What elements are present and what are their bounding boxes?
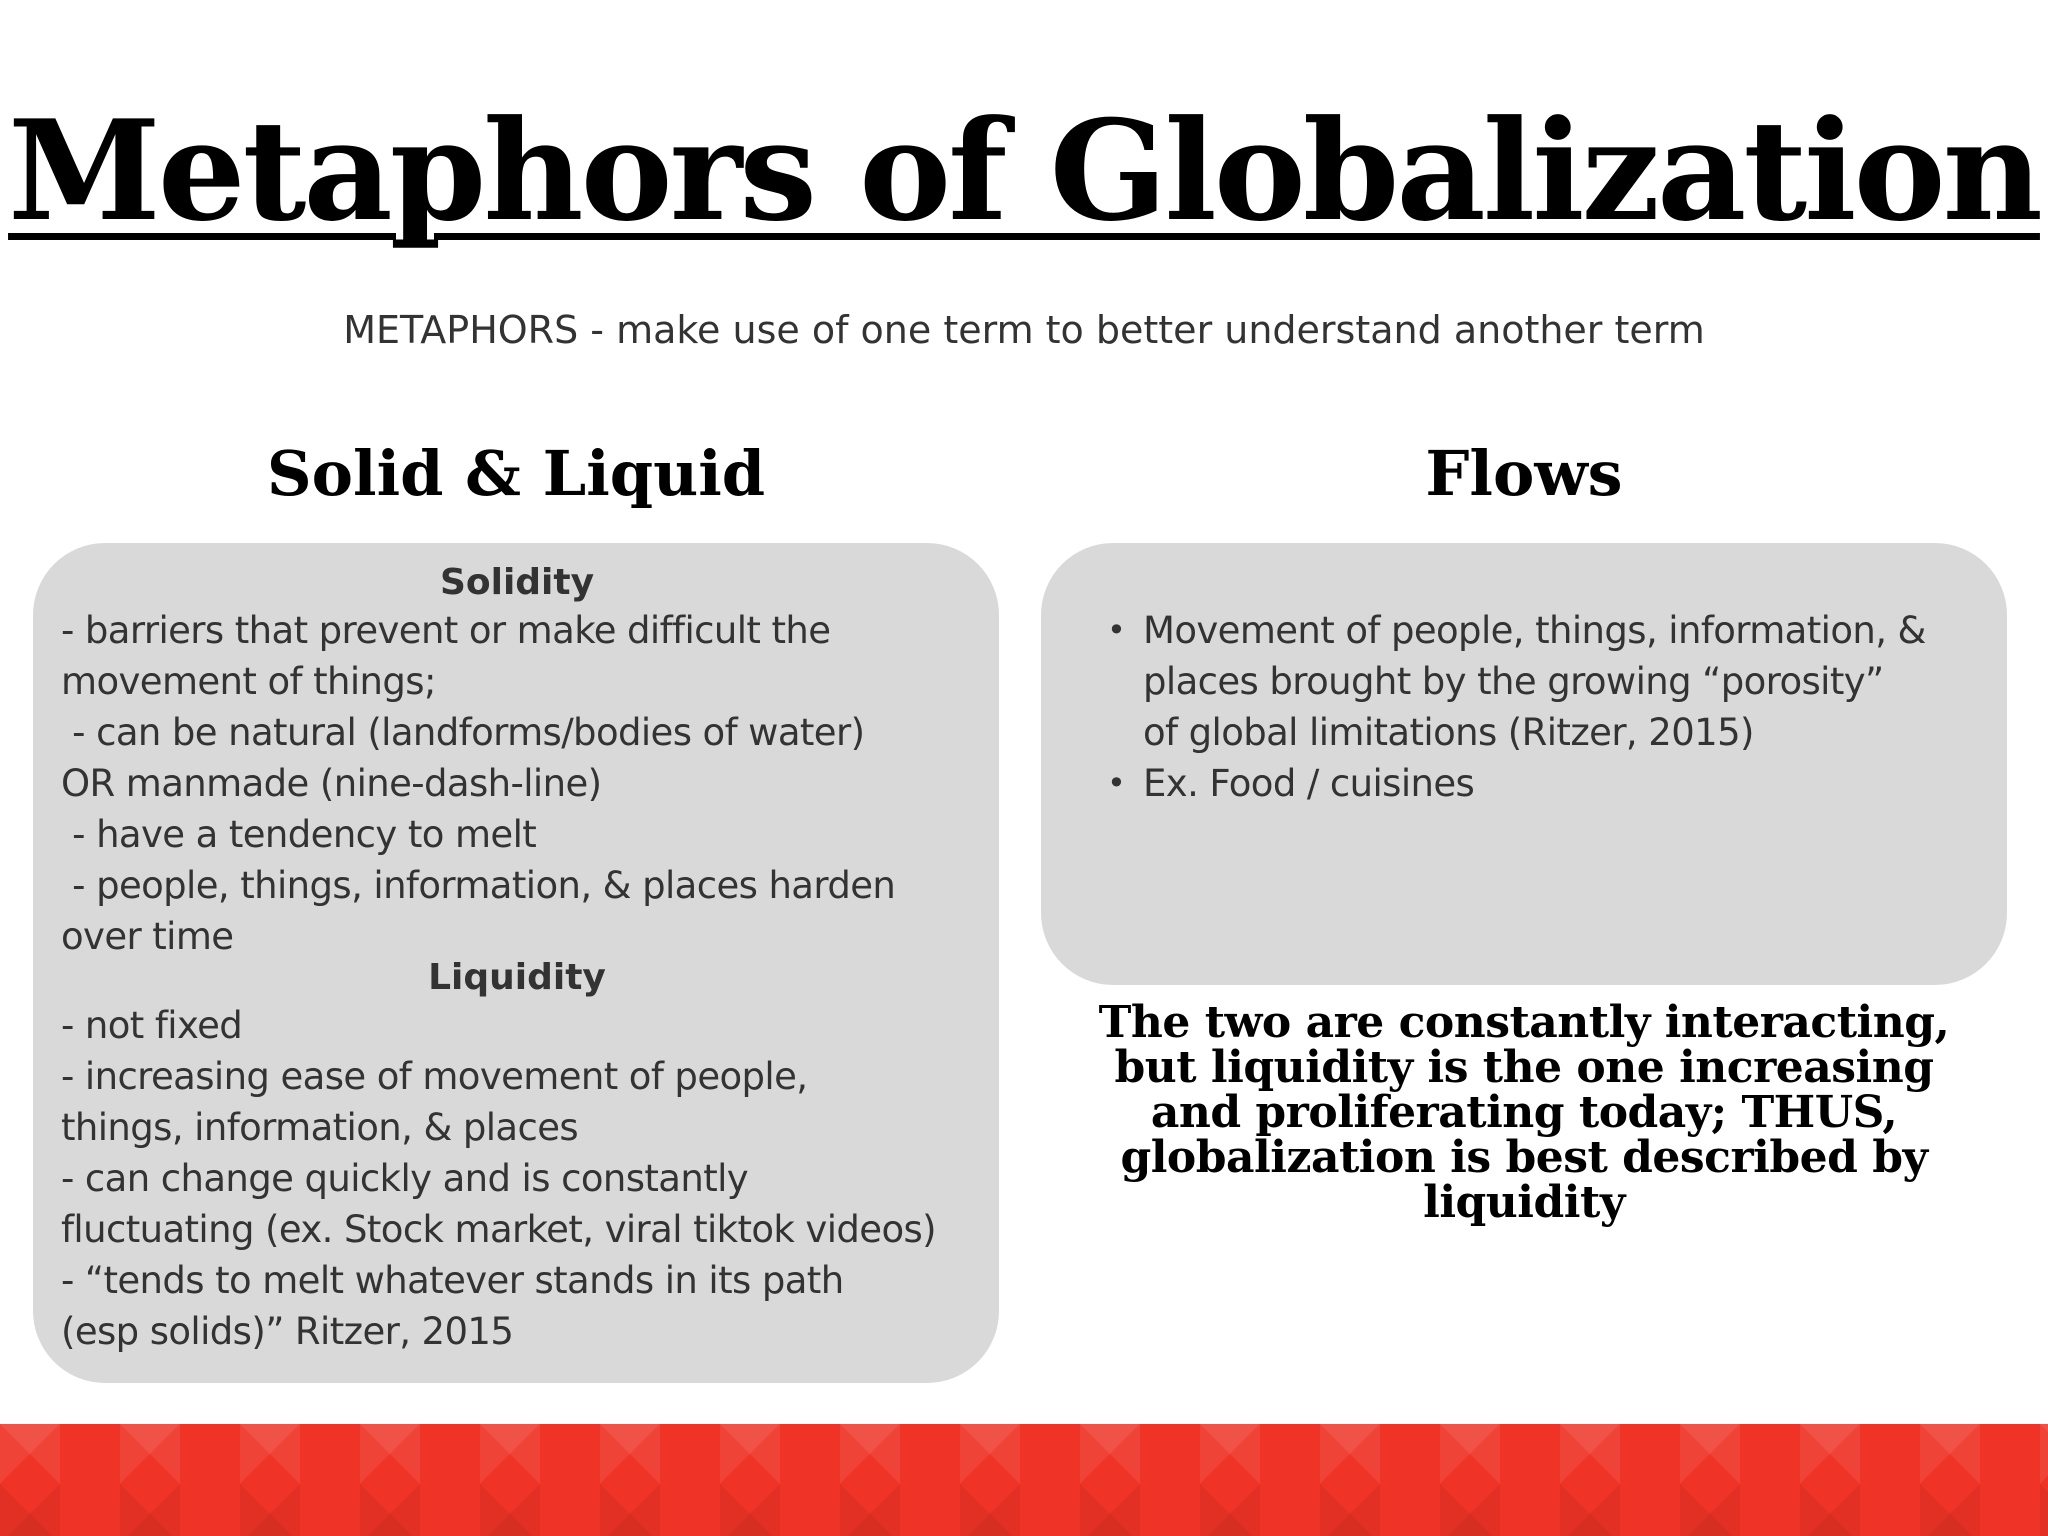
conclusion-text — [1041, 997, 2007, 1228]
footer-decorative-band — [0, 1424, 2048, 1536]
flows-bullet-line: • Movement of people, things, information, & — [1143, 609, 1926, 652]
conclusion-line: but liquidity is the one increasing — [1114, 1042, 1934, 1093]
liquidity-line: fluctuating (ex. Stock market, viral tiktok videos) — [61, 1208, 936, 1251]
conclusion-line: and proliferating today; THUS, — [1150, 1087, 1898, 1138]
liquidity-line: - increasing ease of movement of people, — [61, 1055, 808, 1098]
flows-bullet-line: of global limitations (Ritzer, 2015) — [1143, 711, 1754, 754]
solidity-line: movement of things; — [61, 660, 436, 703]
flows-bullet-list — [1107, 605, 1977, 809]
liquidity-line: (esp solids)” Ritzer, 2015 — [61, 1310, 514, 1353]
solidity-line: - have a tendency to melt — [61, 813, 537, 856]
solidity-line: - barriers that prevent or make difficult the — [61, 609, 831, 652]
solid-liquid-card — [33, 543, 999, 1383]
solidity-heading: Solidity — [439, 562, 595, 603]
flows-bullet-line: • Ex. Food / cuisines — [1143, 762, 1475, 805]
solid-liquid-heading: Solid & Liquid — [266, 437, 766, 510]
page-title: Metaphors of Globalization — [8, 89, 2040, 252]
solidity-line: - people, things, information, & places harden — [61, 864, 896, 907]
conclusion-line: globalization is best described by — [1120, 1132, 1928, 1183]
liquidity-heading: Liquidity — [428, 957, 606, 998]
conclusion-line: liquidity — [1423, 1177, 1625, 1228]
flows-bullet-item — [1107, 605, 1977, 758]
flows-bullet-line: places brought by the growing “porosity” — [1143, 660, 1884, 703]
solidity-line: - can be natural (landforms/bodies of water) — [61, 711, 865, 754]
flows-card — [1041, 543, 2007, 985]
solidity-line: OR manmade (nine-dash-line) — [61, 762, 602, 805]
flows-bullet-item — [1107, 758, 1977, 809]
liquidity-line: - can change quickly and is constantly — [61, 1157, 749, 1200]
flows-heading: Flows — [1425, 437, 1623, 510]
liquidity-line: - not fixed — [61, 1004, 243, 1047]
liquidity-line: things, information, & places — [61, 1106, 579, 1149]
conclusion-line: The two are constantly interacting, — [1098, 997, 1950, 1048]
liquidity-line: - “tends to melt whatever stands in its path — [61, 1259, 844, 1302]
page-subtitle: METAPHORS - make use of one term to better understand another term — [343, 308, 1705, 352]
solidity-line: over time — [61, 915, 234, 958]
